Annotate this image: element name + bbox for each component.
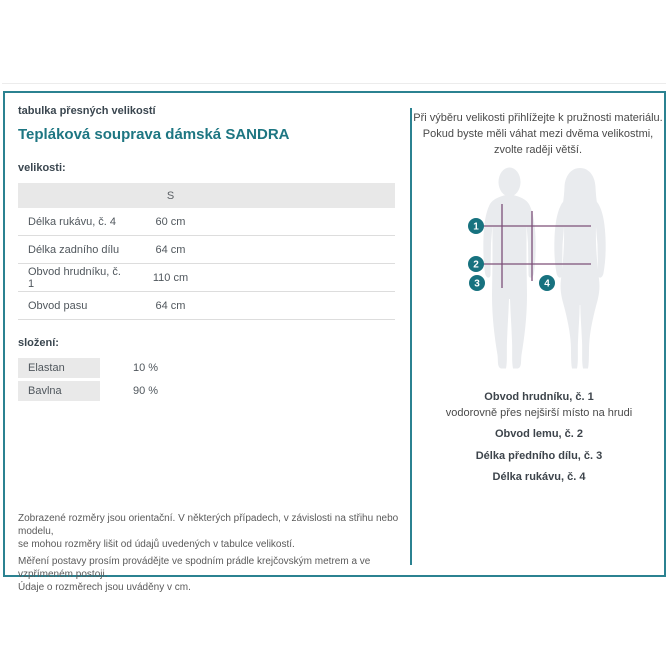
measurement-label: Obvod hrudníku, č. 1 (28, 265, 121, 290)
measurement-value: 64 cm (155, 243, 186, 256)
size-advice-text (413, 110, 663, 158)
table-row (18, 208, 395, 236)
measurement-value: 110 cm (152, 271, 189, 284)
legend-chest-sublabel: vodorovně přes nejširší místo na hrudi (445, 407, 633, 419)
table-row (18, 264, 395, 292)
measurement-label: Obvod pasu (28, 299, 88, 312)
legend-front-length-label: Délka předního dílu, č. 3 (475, 450, 603, 462)
measurement-label: Délka zadního dílu (28, 243, 120, 256)
measurement-figure (450, 165, 650, 372)
disclaimer-line: Měření postavy prosím provádějte ve spodním prádle krejčovským metrem a ve vzpřímeném postoji. (18, 556, 371, 580)
marker-4-number: 4 (544, 278, 550, 290)
material-name: Bavlna (18, 381, 100, 401)
sizes-section-label: velikosti: (18, 162, 66, 174)
advice-line: Při výběru velikosti přihlížejte k pružnosti materiálu. (413, 112, 663, 124)
table-eyebrow-label: tabulka přesných velikostí (18, 105, 156, 117)
table-row (18, 292, 395, 320)
measurement-label: Délka rukávu, č. 4 (28, 215, 117, 228)
advice-line: Pokud byste měli váhat mezi dvěma velikostmi, (422, 128, 654, 140)
material-percent: 90 % (133, 385, 159, 397)
composition-section-label: složení: (18, 337, 59, 349)
top-separator (2, 83, 666, 84)
legend-hem-label: Obvod lemu, č. 2 (494, 428, 584, 440)
composition-row (18, 381, 268, 401)
disclaimer-line: se mohou rozměry lišit od údajů uvedených v tabulce velikostí. (18, 539, 295, 550)
disclaimer-text (18, 512, 403, 594)
male-silhouette (483, 168, 535, 369)
composition-table (18, 358, 268, 404)
composition-row (18, 358, 268, 378)
marker-2-number: 2 (473, 259, 479, 271)
female-silhouette (554, 168, 605, 369)
marker-1-number: 1 (473, 221, 479, 233)
legend-chest-label: Obvod hrudníku, č. 1 (484, 391, 594, 403)
size-column-header: S (166, 189, 175, 202)
body-silhouettes-diagram (450, 165, 650, 372)
advice-line: zvolte raději větší. (493, 144, 583, 156)
size-table (18, 183, 395, 320)
material-name: Elastan (18, 358, 100, 378)
marker-3-number: 3 (474, 278, 480, 290)
measurement-value: 64 cm (155, 299, 186, 312)
measurement-value: 60 cm (155, 215, 186, 228)
size-table-header-row (18, 183, 395, 208)
legend-sleeve-length-label: Délka rukávu, č. 4 (492, 471, 586, 483)
disclaimer-line: Zobrazené rozměry jsou orientační. V některých případech, v závislosti na střihu nebo modelu, (18, 513, 399, 537)
table-row (18, 236, 395, 264)
disclaimer-line: Údaje o rozměrech jsou uváděny v cm. (18, 582, 191, 593)
product-title: Tepláková souprava dámská SANDRA (18, 126, 290, 143)
material-percent: 10 % (133, 362, 159, 374)
column-divider (410, 108, 412, 565)
